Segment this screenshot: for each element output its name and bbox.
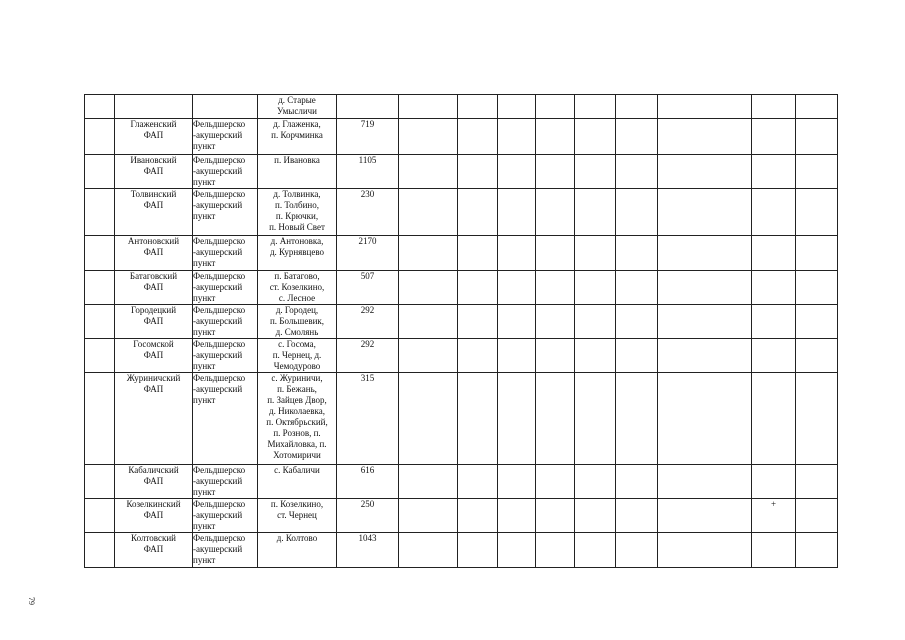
table-row — [85, 119, 838, 155]
empty-cell — [536, 189, 575, 236]
row-number-cell — [85, 271, 115, 305]
facility-name: Батаговский ФАП — [115, 271, 193, 305]
empty-cell — [498, 373, 536, 465]
population — [337, 95, 399, 119]
facility-type: Фельдшерско -акушерский пункт — [193, 465, 258, 499]
row-number-cell — [85, 465, 115, 499]
mark-cell — [752, 339, 796, 373]
served-settlements: д. Старые Умысличи — [258, 95, 337, 119]
facility-name — [115, 95, 193, 119]
empty-cell — [575, 465, 616, 499]
empty-cell — [658, 189, 752, 236]
empty-cell — [498, 189, 536, 236]
population: 507 — [337, 271, 399, 305]
served-settlements: с. Госома, п. Чернец, д. Чемодурово — [258, 339, 337, 373]
empty-cell — [536, 373, 575, 465]
empty-cell — [658, 305, 752, 339]
empty-cell — [796, 499, 838, 533]
empty-cell — [658, 119, 752, 155]
empty-cell — [498, 119, 536, 155]
facility-type: Фельдшерско -акушерский пункт — [193, 271, 258, 305]
empty-cell — [658, 373, 752, 465]
population: 2170 — [337, 236, 399, 271]
empty-cell — [458, 305, 498, 339]
empty-cell — [536, 305, 575, 339]
empty-cell — [658, 533, 752, 568]
facility-name: Колтовский ФАП — [115, 533, 193, 568]
facility-name: Кабаличский ФАП — [115, 465, 193, 499]
empty-cell — [575, 189, 616, 236]
facility-name: Ивановский ФАП — [115, 155, 193, 189]
mark-cell — [752, 95, 796, 119]
population: 250 — [337, 499, 399, 533]
empty-cell — [658, 499, 752, 533]
empty-cell — [536, 499, 575, 533]
empty-cell — [399, 499, 458, 533]
empty-cell — [399, 155, 458, 189]
empty-cell — [658, 155, 752, 189]
empty-cell — [658, 465, 752, 499]
empty-cell — [536, 155, 575, 189]
empty-cell — [796, 95, 838, 119]
population: 616 — [337, 465, 399, 499]
empty-cell — [458, 465, 498, 499]
empty-cell — [616, 533, 658, 568]
empty-cell — [536, 119, 575, 155]
empty-cell — [796, 155, 838, 189]
empty-cell — [458, 236, 498, 271]
served-settlements: п. Батагово, ст. Козелкино, с. Лесное — [258, 271, 337, 305]
empty-cell — [575, 119, 616, 155]
empty-cell — [399, 339, 458, 373]
empty-cell — [616, 189, 658, 236]
empty-cell — [575, 339, 616, 373]
empty-cell — [616, 499, 658, 533]
population: 230 — [337, 189, 399, 236]
facility-type: Фельдшерско -акушерский пункт — [193, 305, 258, 339]
empty-cell — [399, 465, 458, 499]
empty-cell — [658, 271, 752, 305]
empty-cell — [399, 533, 458, 568]
empty-cell — [575, 305, 616, 339]
empty-cell — [458, 271, 498, 305]
facility-type: Фельдшерско -акушерский пункт — [193, 189, 258, 236]
table-row — [85, 305, 838, 339]
facility-name: Госомской ФАП — [115, 339, 193, 373]
empty-cell — [796, 465, 838, 499]
empty-cell — [498, 305, 536, 339]
empty-cell — [575, 95, 616, 119]
row-number-cell — [85, 533, 115, 568]
empty-cell — [616, 236, 658, 271]
empty-cell — [796, 236, 838, 271]
empty-cell — [458, 499, 498, 533]
table-row — [85, 339, 838, 373]
facility-type: Фельдшерско -акушерский пункт — [193, 499, 258, 533]
population: 1043 — [337, 533, 399, 568]
empty-cell — [796, 339, 838, 373]
empty-cell — [536, 465, 575, 499]
table-row — [85, 271, 838, 305]
table-row — [85, 499, 838, 533]
facility-type: Фельдшерско -акушерский пункт — [193, 533, 258, 568]
facility-name: Антоновский ФАП — [115, 236, 193, 271]
row-number-cell — [85, 155, 115, 189]
empty-cell — [498, 271, 536, 305]
empty-cell — [616, 465, 658, 499]
empty-cell — [575, 533, 616, 568]
page-number: 79 — [27, 597, 36, 605]
empty-cell — [575, 155, 616, 189]
empty-cell — [616, 95, 658, 119]
facility-name: Глаженский ФАП — [115, 119, 193, 155]
empty-cell — [399, 373, 458, 465]
empty-cell — [498, 236, 536, 271]
empty-cell — [575, 271, 616, 305]
table-body — [85, 95, 838, 568]
mark-cell — [752, 373, 796, 465]
served-settlements: д. Толвинка, п. Толбино, п. Крючки, п. Новый Свет — [258, 189, 337, 236]
empty-cell — [399, 236, 458, 271]
row-number-cell — [85, 119, 115, 155]
empty-cell — [498, 95, 536, 119]
empty-cell — [536, 533, 575, 568]
row-number-cell — [85, 305, 115, 339]
empty-cell — [399, 189, 458, 236]
population: 1105 — [337, 155, 399, 189]
empty-cell — [575, 236, 616, 271]
table-row — [85, 533, 838, 568]
facility-name: Толвинский ФАП — [115, 189, 193, 236]
facility-name: Журиничский ФАП — [115, 373, 193, 465]
served-settlements: д. Колтово — [258, 533, 337, 568]
empty-cell — [458, 95, 498, 119]
mark-cell — [752, 271, 796, 305]
facility-type: Фельдшерско -акушерский пункт — [193, 119, 258, 155]
empty-cell — [796, 271, 838, 305]
table-row — [85, 155, 838, 189]
empty-cell — [616, 339, 658, 373]
empty-cell — [458, 155, 498, 189]
table-row — [85, 95, 838, 119]
mark-cell — [752, 305, 796, 339]
facility-type: Фельдшерско -акушерский пункт — [193, 236, 258, 271]
empty-cell — [536, 236, 575, 271]
facility-name: Козелкинский ФАП — [115, 499, 193, 533]
facility-name: Городецкий ФАП — [115, 305, 193, 339]
empty-cell — [458, 189, 498, 236]
empty-cell — [616, 271, 658, 305]
served-settlements: с. Журиничи, п. Бежань, п. Зайцев Двор, д. Николаевка, п. Октябрьский, п. Рознов, п. Михайловка, п. Хотомиричи — [258, 373, 337, 465]
empty-cell — [658, 95, 752, 119]
facilities-table — [84, 94, 838, 568]
mark-cell — [752, 465, 796, 499]
empty-cell — [536, 95, 575, 119]
row-number-cell — [85, 499, 115, 533]
served-settlements: п. Козелкино, ст. Чернец — [258, 499, 337, 533]
served-settlements: п. Ивановка — [258, 155, 337, 189]
empty-cell — [796, 305, 838, 339]
empty-cell — [399, 95, 458, 119]
empty-cell — [458, 533, 498, 568]
empty-cell — [616, 119, 658, 155]
row-number-cell — [85, 373, 115, 465]
facility-type — [193, 95, 258, 119]
table-row — [85, 373, 838, 465]
empty-cell — [458, 373, 498, 465]
empty-cell — [658, 236, 752, 271]
table-row — [85, 236, 838, 271]
row-number-cell — [85, 95, 115, 119]
facility-type: Фельдшерско -акушерский пункт — [193, 155, 258, 189]
row-number-cell — [85, 339, 115, 373]
empty-cell — [796, 189, 838, 236]
empty-cell — [796, 119, 838, 155]
population: 719 — [337, 119, 399, 155]
empty-cell — [575, 373, 616, 465]
population: 292 — [337, 339, 399, 373]
population: 292 — [337, 305, 399, 339]
empty-cell — [498, 533, 536, 568]
mark-cell — [752, 533, 796, 568]
empty-cell — [658, 339, 752, 373]
facility-type: Фельдшерско -акушерский пункт — [193, 339, 258, 373]
empty-cell — [498, 339, 536, 373]
empty-cell — [498, 465, 536, 499]
row-number-cell — [85, 236, 115, 271]
empty-cell — [399, 271, 458, 305]
served-settlements: с. Кабаличи — [258, 465, 337, 499]
empty-cell — [536, 271, 575, 305]
mark-cell — [752, 155, 796, 189]
population: 315 — [337, 373, 399, 465]
empty-cell — [498, 499, 536, 533]
row-number-cell — [85, 189, 115, 236]
mark-cell — [752, 189, 796, 236]
empty-cell — [616, 373, 658, 465]
mark-cell — [752, 119, 796, 155]
served-settlements: д. Городец, п. Большевик, д. Смолянь — [258, 305, 337, 339]
mark-cell: + — [752, 499, 796, 533]
table-row — [85, 465, 838, 499]
empty-cell — [616, 305, 658, 339]
empty-cell — [536, 339, 575, 373]
empty-cell — [458, 339, 498, 373]
empty-cell — [796, 373, 838, 465]
empty-cell — [458, 119, 498, 155]
empty-cell — [498, 155, 536, 189]
empty-cell — [796, 533, 838, 568]
facility-type: Фельдшерско -акушерский пункт — [193, 373, 258, 465]
empty-cell — [399, 305, 458, 339]
served-settlements: д. Антоновка, д. Курнявцево — [258, 236, 337, 271]
empty-cell — [399, 119, 458, 155]
served-settlements: д. Глаженка, п. Корчминка — [258, 119, 337, 155]
empty-cell — [616, 155, 658, 189]
mark-cell — [752, 236, 796, 271]
table-row — [85, 189, 838, 236]
empty-cell — [575, 499, 616, 533]
